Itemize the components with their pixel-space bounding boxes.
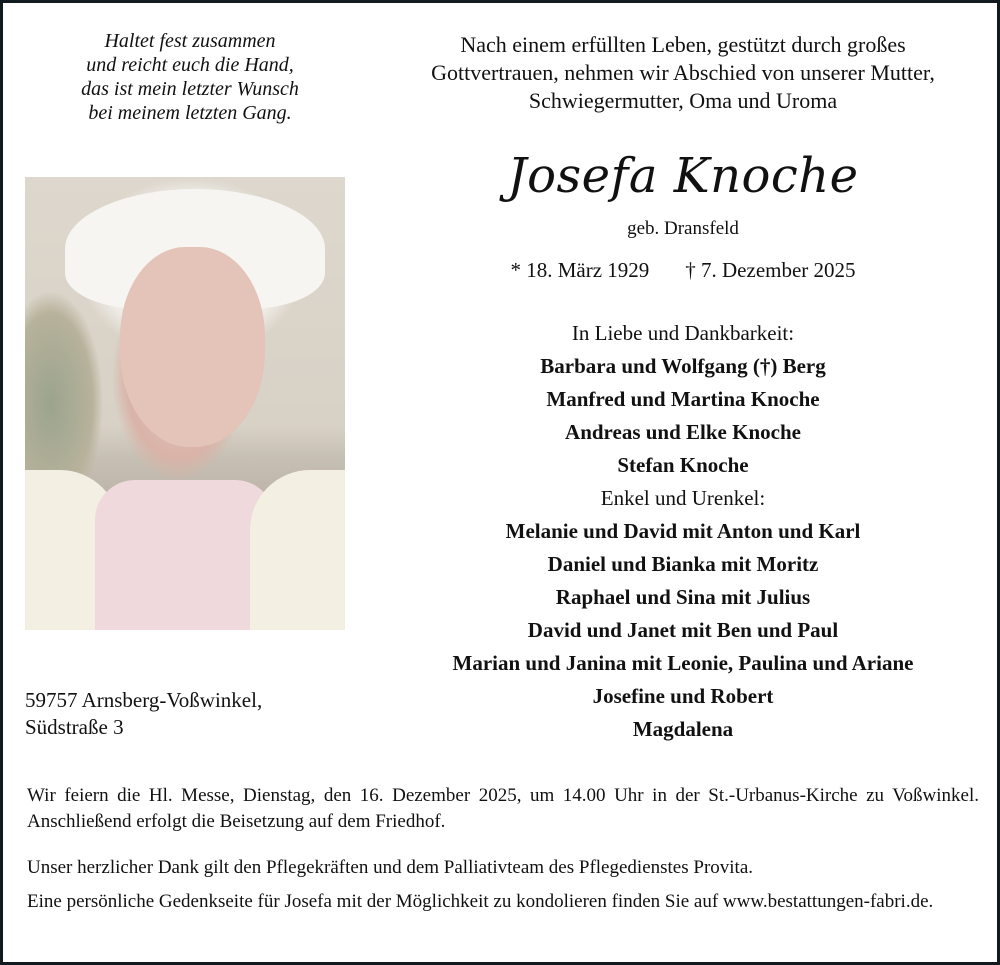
children-label: In Liebe und Dankbarkeit: xyxy=(571,321,795,345)
poem-line: bei meinem letzten Gang. xyxy=(88,102,292,124)
poem-line: und reicht euch die Hand, xyxy=(86,54,294,76)
address xyxy=(25,687,355,741)
mourner-name: Andreas und Elke Knoche xyxy=(565,420,801,444)
intro-line: Nach einem erfüllten Leben, gestützt durch großes xyxy=(460,32,906,57)
memorial-link[interactable]: www.bestattungen-fabri.de. xyxy=(722,891,934,912)
footer-text xyxy=(27,783,979,915)
mourner-name: Magdalena xyxy=(632,717,734,741)
mourner-name: Josefine und Robert xyxy=(592,684,774,708)
mourner-name: Barbara und Wolfgang (†) Berg xyxy=(540,354,826,378)
poem-line: Haltet fest zusammen xyxy=(104,30,276,52)
mourners-list xyxy=(373,317,993,746)
grandchildren-label: Enkel und Urenkel: xyxy=(600,486,766,510)
mourner-name: Manfred und Martina Knoche xyxy=(546,387,820,411)
memorial-note xyxy=(27,889,979,915)
mourner-name: Melanie und David mit Anton und Karl xyxy=(505,519,861,543)
intro-text xyxy=(373,31,993,115)
mourner-name: Daniel und Bianka mit Moritz xyxy=(547,552,819,576)
birth-date: * 18. März 1929 xyxy=(510,258,650,282)
photo-cardigan-right xyxy=(250,470,345,630)
intro-line: Schwiegermutter, Oma und Uroma xyxy=(528,88,838,113)
intro-line: Gottvertrauen, nehmen wir Abschied von unserer Mutter, xyxy=(431,60,935,85)
photo-face-shape xyxy=(120,247,265,447)
service-info: Wir feiern die Hl. Messe, Dienstag, den 16. Dezember 2025, um 14.00 Uhr in der St.-Urbanus-Kirche zu Voßwinkel. Anschließend erfolgt die Beisetzung auf dem Friedhof. xyxy=(27,785,979,832)
life-dates xyxy=(383,257,983,283)
poem-line: das ist mein letzter Wunsch xyxy=(81,78,299,100)
address-line-1: 59757 Arnsberg-Voßwinkel, xyxy=(25,688,263,712)
mourner-name: Raphael und Sina mit Julius xyxy=(555,585,811,609)
portrait-photo xyxy=(25,177,345,630)
death-date: † 7. Dezember 2025 xyxy=(685,258,856,282)
poem xyxy=(25,29,355,125)
deceased-name: Josefa Knoche xyxy=(507,148,859,204)
mourner-name: Marian und Janina mit Leonie, Paulina und Ariane xyxy=(452,651,914,675)
mourner-name: David und Janet mit Ben und Paul xyxy=(527,618,839,642)
obituary-card xyxy=(3,3,997,962)
maiden-name: geb. Dransfeld xyxy=(627,218,739,239)
photo-shirt-shape xyxy=(95,480,275,630)
address-line-2: Südstraße 3 xyxy=(25,715,124,739)
thanks-note: Unser herzlicher Dank gilt den Pflegekräften und dem Palliativteam des Pflegedienstes Provita. xyxy=(27,857,754,878)
mourner-name: Stefan Knoche xyxy=(617,453,749,477)
memorial-text: Eine persönliche Gedenkseite für Josefa mit der Möglichkeit zu kondolieren finden Sie auf xyxy=(27,891,719,912)
